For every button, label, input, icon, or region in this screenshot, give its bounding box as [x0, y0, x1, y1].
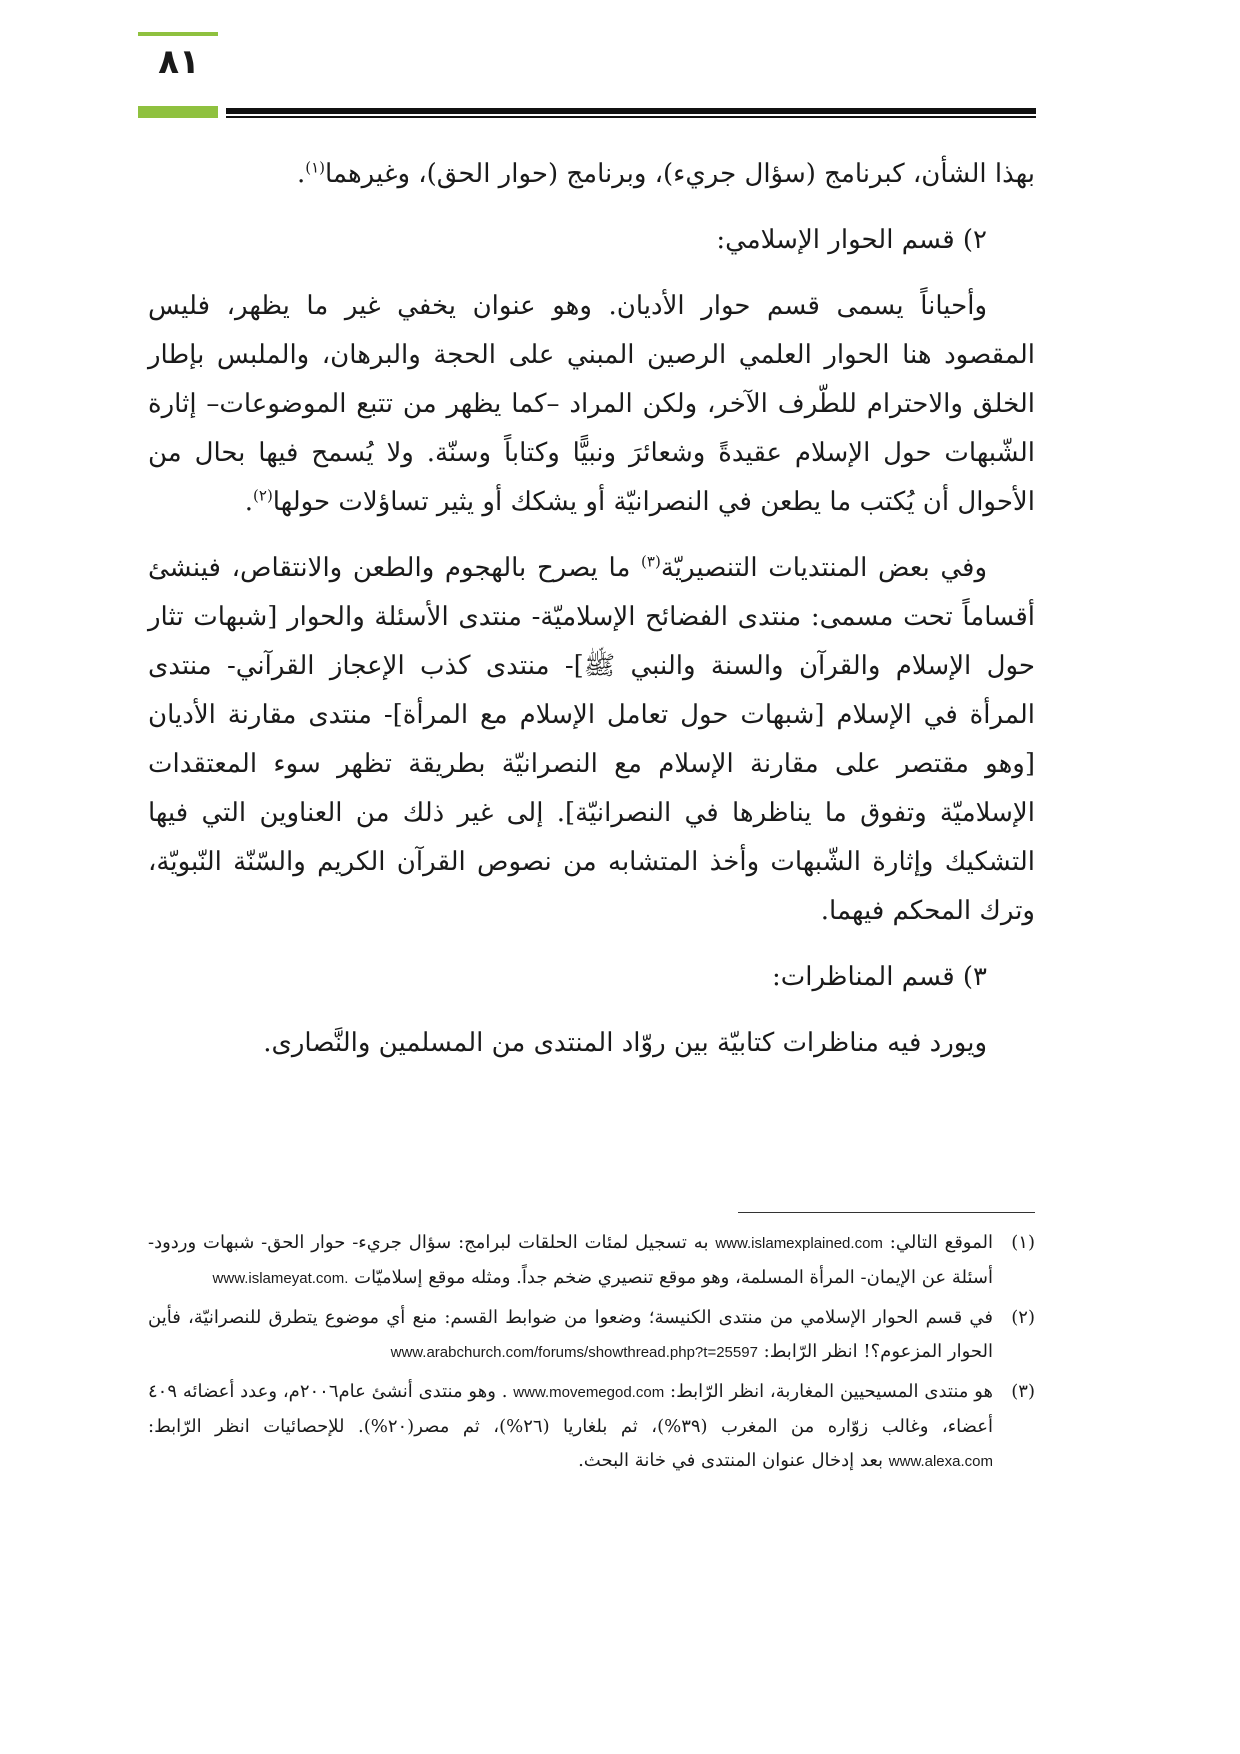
footnote-text: بعد إدخال عنوان المنتدى في خانة البحث.: [578, 1450, 884, 1471]
footnote-ref-2[interactable]: (٢): [253, 486, 273, 505]
paragraph-4: ويورد فيه مناظرات كتابيّة بين روّاد المنتدى من المسلمين والنَّصارى.: [263, 1028, 987, 1058]
header-rule-thin: [226, 116, 1036, 118]
footnote-separator: [738, 1212, 1035, 1213]
footnote-number: (١): [1011, 1232, 1035, 1253]
main-text: [148, 150, 1035, 1085]
header-green-bar: [138, 106, 218, 118]
footnote-ref-1[interactable]: (١): [305, 158, 325, 177]
footnote-ref-3[interactable]: (٣): [641, 552, 661, 571]
section-heading-3: ٣) قسم المناظرات:: [771, 962, 987, 992]
footnote-text: هو منتدى المسيحيين المغاربة، انظر الرّابط:: [670, 1381, 994, 1402]
paragraph-1: [148, 150, 1035, 199]
page-number: ٨١: [158, 42, 200, 82]
section-heading-2: ٢) قسم الحوار الإسلامي:: [716, 225, 987, 255]
footnotes: [148, 1226, 1035, 1484]
paragraph-2-end: .: [244, 487, 254, 517]
paragraph-3-rest: ما يصرح بالهجوم والطعن والانتقاص، فينشئ أقساماً تحت مسمى: منتدى الفضائح الإسلاميّة- منتدى الأسئلة والحوار [شبهات تثار حول الإسلام والقرآن والسنة والنبي ﷺ]- منتدى كذب الإعجاز القرآني- منتدى المرأة في الإسلام [شبهات حول تعامل الإسلام مع المرأة]- منتدى مقارنة الأديان [وهو مقتصر على مقارنة الإسلام مع النصرانيّة بطريقة تظهر سوء المعتقدات الإسلاميّة وتفوق ما يناظرها في النصرانيّة]. إلى غير ذلك من العناوين التي فيها التشكيك وإثارة الشّبهات وأخذ المتشابه من نصوص القرآن الكريم والسّنّة النّبويّة، وترك المحكم فيهما.: [148, 553, 1035, 926]
footnote-3: [148, 1375, 1035, 1479]
footnote-1: [148, 1226, 1035, 1296]
paragraph-3: [148, 544, 1035, 936]
paragraph-2-text: وأحياناً يسمى قسم حوار الأديان. وهو عنوان يخفي غير ما يظهر، فليس المقصود هنا الحوار العلمي الرصين المبني على الحجة والبرهان، والملبس بإطار الخلق والاحترام للطّرف الآخر، ولكن المراد –كما يظهر من تتبع الموضوعات– إثارة الشّبهات حول الإسلام عقيدةً وشعائرَ ونبيًّا وكتاباً وسنّة. ولا يُسمح فيها بحال من الأحوال أن يُكتب ما يطعن في النصرانيّة أو يشكك أو يثير تساؤلات حولها: [148, 291, 1035, 517]
header-rule-thick: [226, 108, 1036, 114]
footnote-link[interactable]: www.alexa.com: [888, 1453, 993, 1470]
footnote-number: (٣): [1011, 1381, 1035, 1402]
footnote-text: . وهو منتدى أنشئ عام٢٠٠٦م، وعدد أعضائه ٤٠٩ أعضاء، وغالب زوّاره من المغرب (٣٩%)، ثم بلغاريا (٢٦%)، ثم مصر(٢٠%). للإحصائيات انظر الرّابط:: [148, 1381, 994, 1437]
header-accent-bar: [138, 32, 218, 36]
footnote-number: (٢): [1011, 1307, 1035, 1328]
footnote-link[interactable]: www.movemegod.com: [513, 1384, 665, 1401]
footnote-text: به تسجيل لمئات الحلقات لبرامج: سؤال جريء- حوار الحق- شبهات وردود- أسئلة عن الإيمان- المرأة المسلمة، وهو موقع تنصيري ضخم جداً. ومثله موقع إسلاميّات: [148, 1232, 993, 1288]
footnote-text: في قسم الحوار الإسلامي من منتدى الكنيسة؛ وضعوا من ضوابط القسم: منع أي موضوع يتطرق للنصرانيّة، فأين الحوار المزعوم؟! انظر الرّابط:: [148, 1307, 993, 1362]
footnote-link[interactable]: www.islameyat.com.: [212, 1270, 349, 1287]
footnote-body: [148, 1226, 993, 1296]
paragraph-1-end: .: [296, 159, 306, 189]
footnote-body: [148, 1375, 993, 1479]
paragraph-2: [148, 282, 1035, 527]
footnote-link[interactable]: www.islamexplained.com: [715, 1235, 883, 1252]
footnote-link[interactable]: www.arabchurch.com/forums/showthread.php?t=25597: [390, 1344, 758, 1361]
paragraph-1-text: بهذا الشأن، كبرنامج (سؤال جريء)، وبرنامج (حوار الحق)، وغيرهما: [325, 159, 1035, 189]
paragraph-3-start: وفي بعض المنتديات التنصيريّة: [660, 553, 987, 583]
footnote-body: [148, 1301, 993, 1370]
footnote-2: [148, 1301, 1035, 1370]
footnote-text: الموقع التالي:: [889, 1232, 993, 1253]
